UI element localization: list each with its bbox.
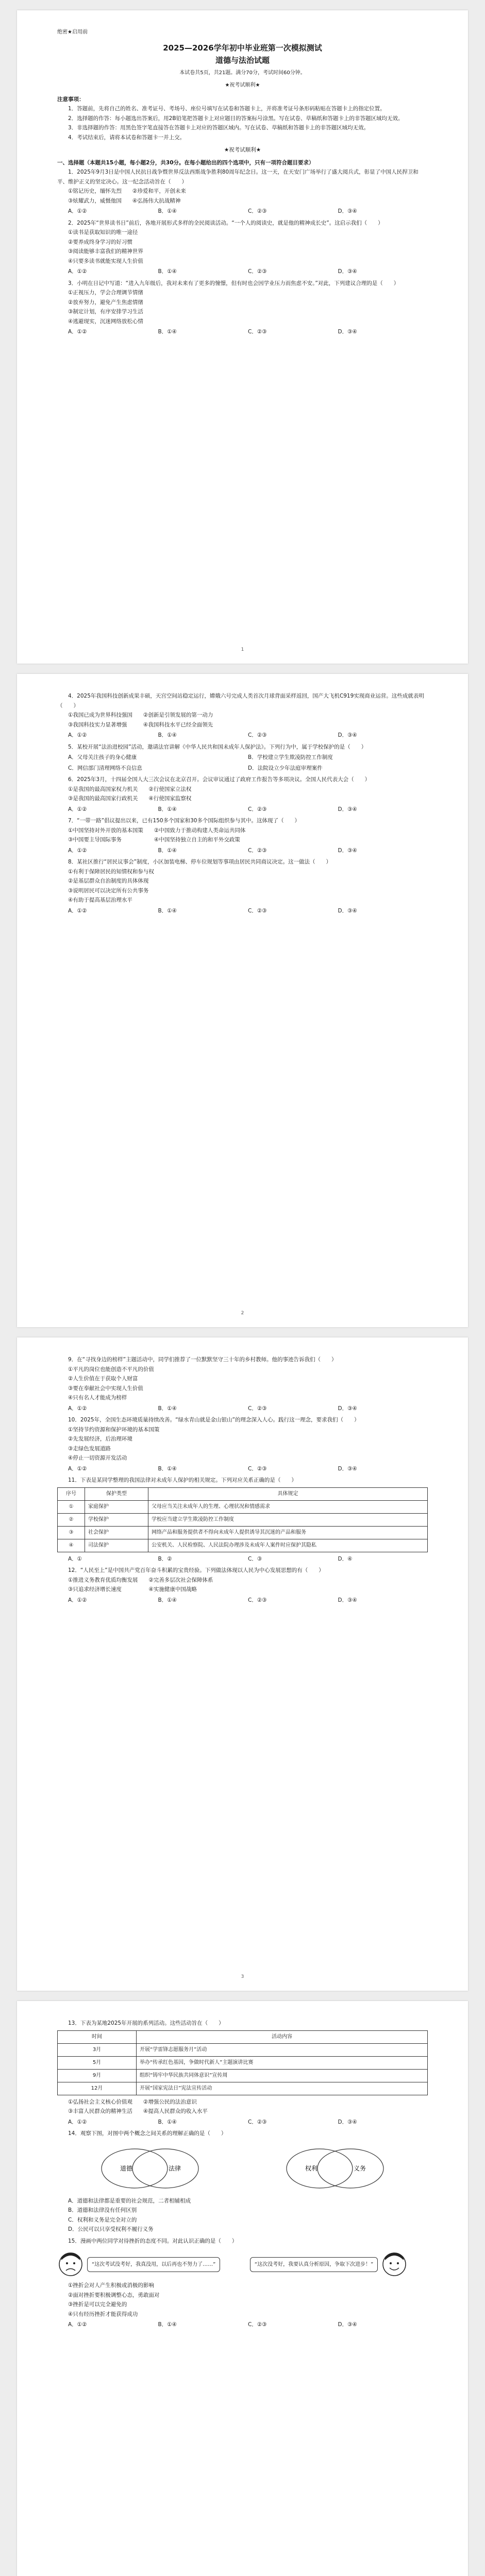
q13-r4-c2: 开展“国家宪法日”宪法宣传活动 xyxy=(137,2082,428,2095)
q11-r1-c2: 家庭保护 xyxy=(85,1500,148,1513)
q6-options xyxy=(68,805,428,815)
q13-options xyxy=(68,2117,428,2127)
q11-option-c: C．③ xyxy=(248,1555,262,1562)
page-1 xyxy=(17,10,468,664)
page-4 xyxy=(17,2001,468,2576)
q3-option-b: B．①④ xyxy=(158,329,177,335)
q11-th-1: 序号 xyxy=(58,1487,85,1500)
q8-item-3: ③说明居民可以决定所有公共事务 xyxy=(68,887,149,894)
q3-option-d: D．③④ xyxy=(338,329,357,335)
q15-item-3: ③挫折是可以完全避免的 xyxy=(68,2301,127,2308)
venn-diagram-left xyxy=(93,2144,207,2193)
page-number-3: 3 xyxy=(241,1974,244,1979)
venn-circle-left-b xyxy=(132,2149,198,2188)
q13-item-2: ③丰富人民群众的精神生活 ④提高人民群众的收入水平 xyxy=(68,2108,208,2114)
q10-option-a: A．①② xyxy=(68,1465,87,1472)
q9-item-4: ④只有名人才能成为榜样 xyxy=(68,1395,127,1401)
q12-option-a: A．①② xyxy=(68,1597,87,1603)
cartoon-right xyxy=(250,2251,428,2278)
q4-item-1: ①我国已成为世界科技强国 ②创新是引领发展的第一动力 xyxy=(68,712,213,718)
q2-option-d: D．③④ xyxy=(338,268,357,275)
q8-option-b: B．①④ xyxy=(158,907,177,914)
q5-option-d: D．法院设立少年法庭审理案件 xyxy=(248,765,323,771)
q11-r3-c1: ③ xyxy=(58,1526,85,1539)
q13-r3-c2: 组织“铸牢中华民族共同体意识”宣传周 xyxy=(137,2069,428,2082)
venn-label-right: 权利 xyxy=(305,2164,318,2172)
page-3 xyxy=(17,1337,468,1991)
q7-option-b: B．①④ xyxy=(158,847,177,854)
q3-item-2: ②放弃努力，避免产生焦虑情绪 xyxy=(68,299,143,306)
q5-stem: 5．某校开展“法治进校园”活动，邀请法官讲解《中华人民共和国未成年人保护法》。下列行为中，属于学校保护的是（ ） xyxy=(68,743,367,750)
notice-3: 3．非选择题的作答：用黑色签字笔直接答在答题卡上对应的答题区域内。写在试卷、草稿纸和答题卡上的非答题区域均无效。 xyxy=(68,125,370,131)
secret-label: 绝密★启用前 xyxy=(57,29,88,35)
q13-option-a: A．①② xyxy=(68,2119,87,2125)
q4-option-d: D．③④ xyxy=(338,732,357,738)
q1-stem: 1．2025年9月3日是中国人民抗日战争暨世界反法西斯战争胜利80周年纪念日。这一天，在天安门广场举行了盛大阅兵式，彰显了中国人民捍卫和平、维护正义的坚定决心。这一纪念活动旨在（ ） xyxy=(57,169,419,185)
q5-option-b: B．学校建立学生欺凌防控工作制度 xyxy=(248,754,333,760)
q9-option-c: C．②③ xyxy=(248,1405,267,1412)
q6-stem: 6．2025年3月，十四届全国人大三次会议在北京召开。会议审议通过了政府工作报告等多项决议。全国人民代表大会（ ） xyxy=(68,776,371,783)
q6-option-a: A．①② xyxy=(68,806,87,812)
q9-options xyxy=(68,1404,428,1414)
q2-item-3: ③阅读能够丰富我们的精神世界 xyxy=(68,248,143,255)
q8-option-a: A．①② xyxy=(68,907,87,914)
q13-option-b: B．①④ xyxy=(158,2119,177,2125)
q2-option-a: A．①② xyxy=(68,268,87,275)
q13-r1-c1: 3月 xyxy=(58,2043,137,2056)
q13-table xyxy=(57,2030,428,2095)
q10-option-b: B．①④ xyxy=(158,1465,177,1472)
q11-option-a: A．① xyxy=(68,1555,82,1562)
q3-option-c: C．②③ xyxy=(248,329,267,335)
q7-stem: 7．“一带一路”倡议提出以来，已有150多个国家和30多个国际组织参与其中。这体现了（ ） xyxy=(68,818,300,824)
q12-options xyxy=(68,1596,428,1605)
q11-r4-c1: ④ xyxy=(58,1539,85,1552)
exam-title: 2025—2026学年初中毕业班第一次模拟测试 xyxy=(163,43,322,53)
q4-item-2: ③我国科技实力显著增强 ④我国科技水平已经全面领先 xyxy=(68,721,213,728)
good-luck-2: ★祝考试顺利★ xyxy=(224,147,261,153)
q9-option-b: B．①④ xyxy=(158,1405,177,1412)
q8-options xyxy=(68,906,428,916)
q7-option-d: D．③④ xyxy=(338,847,357,854)
q13-r4-c1: 12月 xyxy=(58,2082,137,2095)
q6-item-2: ③是我国的最高国家行政机关 ④行使国家监察权 xyxy=(68,795,192,802)
q15-stem: 15．漫画中两位同学对待挫折的态度不同。对此认识正确的是（ ） xyxy=(68,2238,238,2244)
q13-table-head xyxy=(58,2030,428,2043)
q3-item-3: ③制定计划，有序安排学习生活 xyxy=(68,309,143,315)
table-row xyxy=(58,1500,428,1513)
q8-item-2: ②是基层群众自治制度的具体体现 xyxy=(68,878,149,884)
q12-item-1: ①推进义务教育优质均衡发展 ②完善多层次社会保障体系 xyxy=(68,1577,213,1583)
venn-label-moral: 道德 xyxy=(120,2164,132,2172)
part1-head: 一、选择题（本题共15小题，每小题2分，共30分。在每小题给出的四个选项中，只有一项符合题目要求） xyxy=(57,159,314,166)
q15-option-d: D．③④ xyxy=(338,2321,357,2328)
q1-option-c: C．②③ xyxy=(248,208,267,214)
sad-student-icon xyxy=(57,2251,84,2278)
q6-item-1: ①是我国的最高国家权力机关 ②行使国家立法权 xyxy=(68,786,192,792)
q6-option-b: B．①④ xyxy=(158,806,177,812)
q10-item-4: ④停止一切资源开发活动 xyxy=(68,1455,127,1461)
q4-option-a: A．①② xyxy=(68,732,87,738)
page-number-1: 1 xyxy=(241,647,244,652)
notice-1: 1．答题前，先将自己的姓名、准考证号、考场号、座位号填写在试卷和答题卡上，并将准考证号条形码粘贴在答题卡上的指定位置。 xyxy=(68,106,386,112)
notice-head: 注意事项： xyxy=(57,96,85,103)
q8-option-c: C．②③ xyxy=(248,907,267,914)
q11-th-2: 保护类型 xyxy=(85,1487,148,1500)
q9-item-3: ③要在奉献社会中实现人生价值 xyxy=(68,1385,143,1392)
happy-student-icon xyxy=(381,2251,408,2278)
q7-option-a: A．①② xyxy=(68,847,87,854)
q13-stem: 13．下表为某地2025年开展的系列活动。这些活动旨在（ ） xyxy=(68,2020,224,2026)
q10-option-d: D．③④ xyxy=(338,1465,357,1472)
q8-item-1: ①有利于保障居民的知情权和参与权 xyxy=(68,868,154,875)
q15-item-2: ②面对挫折要积极调整心态，勇敢面对 xyxy=(68,2292,160,2298)
q14-option-a: A．道德和法律都是重要的社会规范，二者相辅相成 xyxy=(68,2197,191,2204)
q11-stem: 11．下表是某同学整理的我国法律对未成年人保护的相关规定。下列对应关系正确的是（ ） xyxy=(68,1477,297,1483)
notice-4: 4．考试结束后，请将本试卷和答题卡一并上交。 xyxy=(68,134,186,141)
q13-option-c: C．②③ xyxy=(248,2119,267,2125)
q2-option-c: C．②③ xyxy=(248,268,267,275)
q10-item-1: ①坚持节约资源和保护环境的基本国策 xyxy=(68,1426,160,1433)
cartoon-left-bubble: “这次考试没考好，我真没用，以后再也不努力了……” xyxy=(87,2257,220,2272)
q11-r2-c2: 学校保护 xyxy=(85,1513,148,1526)
q1-option-a: A．①② xyxy=(68,208,87,214)
q12-option-b: B．①④ xyxy=(158,1597,177,1603)
q12-item-2: ③只追求经济增长速度 ④实施健康中国战略 xyxy=(68,1586,197,1592)
q14-option-d: D．公民可以只享受权利不履行义务 xyxy=(68,2226,154,2232)
venn-circle-right-a xyxy=(287,2149,353,2188)
q10-item-3: ③走绿色发展道路 xyxy=(68,1445,111,1452)
q11-th-3: 具体规定 xyxy=(148,1487,428,1500)
q13-r1-c2: 开展“学雷锋志愿服务月”活动 xyxy=(137,2043,428,2056)
q5-option-c: C．网信部门清理网络不良信息 xyxy=(68,765,142,771)
q1-item-2: ③炫耀武力，威慑他国 ④弘扬伟大抗战精神 xyxy=(68,197,181,204)
q14-option-b: B．道德和法律没有任何区别 xyxy=(68,2207,137,2213)
q2-item-2: ②要养成终身学习的好习惯 xyxy=(68,239,132,245)
q6-option-d: D．③④ xyxy=(338,806,357,812)
q5-options-row2 xyxy=(68,764,428,773)
q10-option-c: C．②③ xyxy=(248,1465,267,1472)
q15-cartoon xyxy=(57,2251,428,2278)
q5-options-row1 xyxy=(68,753,428,762)
q11-r4-c3: 公安机关、人民检察院、人民法院办理涉及未成年人案件时应保护其隐私 xyxy=(148,1539,428,1552)
q13-r3-c1: 9月 xyxy=(58,2069,137,2082)
q11-options xyxy=(68,1554,428,1564)
q7-options xyxy=(68,846,428,856)
q15-options xyxy=(68,2320,428,2330)
exam-subject: 道德与法治试题 xyxy=(215,55,270,65)
q12-option-c: C．②③ xyxy=(248,1597,267,1603)
q7-option-c: C．②③ xyxy=(248,847,267,854)
q8-item-4: ④有助于提高基层治理水平 xyxy=(68,897,132,903)
q11-r2-c1: ② xyxy=(58,1513,85,1526)
table-row xyxy=(58,1526,428,1539)
q9-stem: 9．在“寻找身边的榜样”主题活动中，同学们推荐了一位默默坚守三十年的乡村教师。他的事迹告诉我们（ ） xyxy=(68,1357,337,1363)
q14-option-c: C．权利和义务是完全对立的 xyxy=(68,2216,137,2223)
q3-option-a: A．①② xyxy=(68,329,87,335)
q6-option-c: C．②③ xyxy=(248,806,267,812)
q1-option-b: B．①④ xyxy=(158,208,177,214)
q11-r1-c1: ① xyxy=(58,1500,85,1513)
q15-item-4: ④只有经历挫折才能获得成功 xyxy=(68,2311,138,2317)
q11-table-head xyxy=(58,1487,428,1500)
q4-options xyxy=(68,731,428,740)
q2-item-4: ④只要多读书就能实现人生价值 xyxy=(68,258,143,264)
q12-option-d: D．③④ xyxy=(338,1597,357,1603)
q11-r3-c2: 社会保护 xyxy=(85,1526,148,1539)
good-luck: ★祝考试顺利★ xyxy=(225,82,260,88)
venn-diagram-right xyxy=(278,2144,392,2193)
q15-option-a: A．①② xyxy=(68,2321,87,2328)
notice-2: 2．选择题的作答：每小题选出答案后，用2B铅笔把答题卡上对应题目的答案标号涂黑。写在试卷、草稿纸和答题卡上的非答题区域均无效。 xyxy=(68,115,404,122)
venn-label-duty: 义务 xyxy=(354,2164,366,2172)
table-row xyxy=(58,2043,428,2056)
q4-option-c: C．②③ xyxy=(248,732,267,738)
q3-item-1: ①正视压力，学会合理调节情绪 xyxy=(68,290,143,296)
q11-r3-c3: 网络产品和服务提供者不得向未成年人提供诱导其沉迷的产品和服务 xyxy=(148,1526,428,1539)
q9-option-a: A．①② xyxy=(68,1405,87,1412)
q2-option-b: B．①④ xyxy=(158,268,177,275)
q11-table xyxy=(57,1487,428,1552)
q14-diagram xyxy=(57,2144,428,2193)
q9-item-1: ①平凡的岗位也能创造不平凡的价值 xyxy=(68,1366,154,1372)
q2-stem: 2．2025年“世界读书日”前后，各地开展形式多样的全民阅读活动。“一个人的阅读史，就是他的精神成长史”。这启示我们（ ） xyxy=(68,219,383,226)
q3-options xyxy=(68,327,428,337)
q1-item-1: ①铭记历史，缅怀先烈 ②珍爱和平，开创未来 xyxy=(68,188,186,194)
q4-option-b: B．①④ xyxy=(158,732,177,738)
q7-item-2: ③中国要主导国际事务 ④中国坚持独立自主的和平外交政策 xyxy=(68,837,240,843)
q3-item-4: ④逃避现实，沉迷网络放松心情 xyxy=(68,318,143,325)
q15-option-b: B．①④ xyxy=(158,2321,177,2328)
table-row xyxy=(58,2056,428,2069)
q13-th-2: 活动内容 xyxy=(137,2030,428,2043)
exam-meta: 本试卷共5页，共21题。满分70分，考试时间60分钟。 xyxy=(179,70,306,76)
q15-option-c: C．②③ xyxy=(248,2321,267,2328)
q11-r1-c3: 父母应当关注未成年人的生理、心理状况和情感需求 xyxy=(148,1500,428,1513)
q11-r4-c2: 司法保护 xyxy=(85,1539,148,1552)
q2-options xyxy=(68,267,428,277)
q14-stem: 14．观察下图，对图中两个概念之间关系的理解正确的是（ ） xyxy=(68,2130,227,2137)
venn-label-law: 法律 xyxy=(168,2164,181,2172)
q10-options xyxy=(68,1464,428,1474)
page-number-2: 2 xyxy=(241,1310,244,1316)
q2-item-1: ①读书是获取知识的唯一途径 xyxy=(68,229,138,235)
q1-options xyxy=(68,207,428,216)
q15-item-1: ①挫折会对人产生积极或消极的影响 xyxy=(68,2282,154,2289)
q12-stem: 12．“人民至上”是中国共产党百年奋斗积累的宝贵经验。下列做法体现以人民为中心发展思想的有（ ） xyxy=(68,1567,324,1573)
page-2 xyxy=(17,674,468,1327)
q13-th-1: 时间 xyxy=(58,2030,137,2043)
q9-item-2: ②人生价值在于获取个人财富 xyxy=(68,1376,138,1382)
venn-circle-right-b xyxy=(317,2149,383,2188)
table-row xyxy=(58,2082,428,2095)
q10-stem: 10．2025年，全国生态环境质量持续改善。“绿水青山就是金山银山”的理念深入人心。践行这一理念，要求我们（ ） xyxy=(68,1417,360,1423)
table-row xyxy=(58,2069,428,2082)
q4-stem: 4．2025年我国科技创新成果丰硕，天宫空间站稳定运行，嫦娥六号完成人类首次月球背面采样返回，国产大飞机C919实现商业运营。这些成就表明（ ） xyxy=(57,693,424,709)
q13-r2-c2: 举办“传承红色基因，争做时代新人”主题演讲比赛 xyxy=(137,2056,428,2069)
q13-r2-c1: 5月 xyxy=(58,2056,137,2069)
venn-circle-left-a xyxy=(102,2149,168,2188)
cartoon-right-bubble: “这次没考好，我要认真分析原因，争取下次进步！” xyxy=(250,2257,378,2272)
q10-item-2: ②先发展经济，后治理环境 xyxy=(68,1436,132,1442)
q7-item-1: ①中国坚持对外开放的基本国策 ②中国致力于推动构建人类命运共同体 xyxy=(68,827,246,834)
table-row xyxy=(58,1539,428,1552)
table-row xyxy=(58,1513,428,1526)
q11-r2-c3: 学校应当建立学生欺凌防控工作制度 xyxy=(148,1513,428,1526)
q13-item-1: ①弘扬社会主义核心价值观 ②增强公民的法治意识 xyxy=(68,2098,197,2105)
q5-option-a: A．父母关注孩子的身心健康 xyxy=(68,754,137,760)
q13-option-d: D．③④ xyxy=(338,2119,357,2125)
q9-option-d: D．③④ xyxy=(338,1405,357,1412)
q11-option-d: D．④ xyxy=(338,1555,353,1562)
q1-option-d: D．③④ xyxy=(338,208,357,214)
q8-option-d: D．③④ xyxy=(338,907,357,914)
cartoon-left xyxy=(57,2251,235,2278)
q3-stem: 3．小明在日记中写道：“进入九年级后，我对未来有了更多的憧憬，但有时也会因学业压力而焦虑不安。”对此，下列建议合理的是（ ） xyxy=(68,280,399,286)
q11-option-b: B．② xyxy=(158,1555,172,1562)
q8-stem: 8．某社区推行“居民议事会”制度，小区加装电梯、停车位规划等事项由居民共同商议决定。这一做法（ ） xyxy=(68,859,332,865)
